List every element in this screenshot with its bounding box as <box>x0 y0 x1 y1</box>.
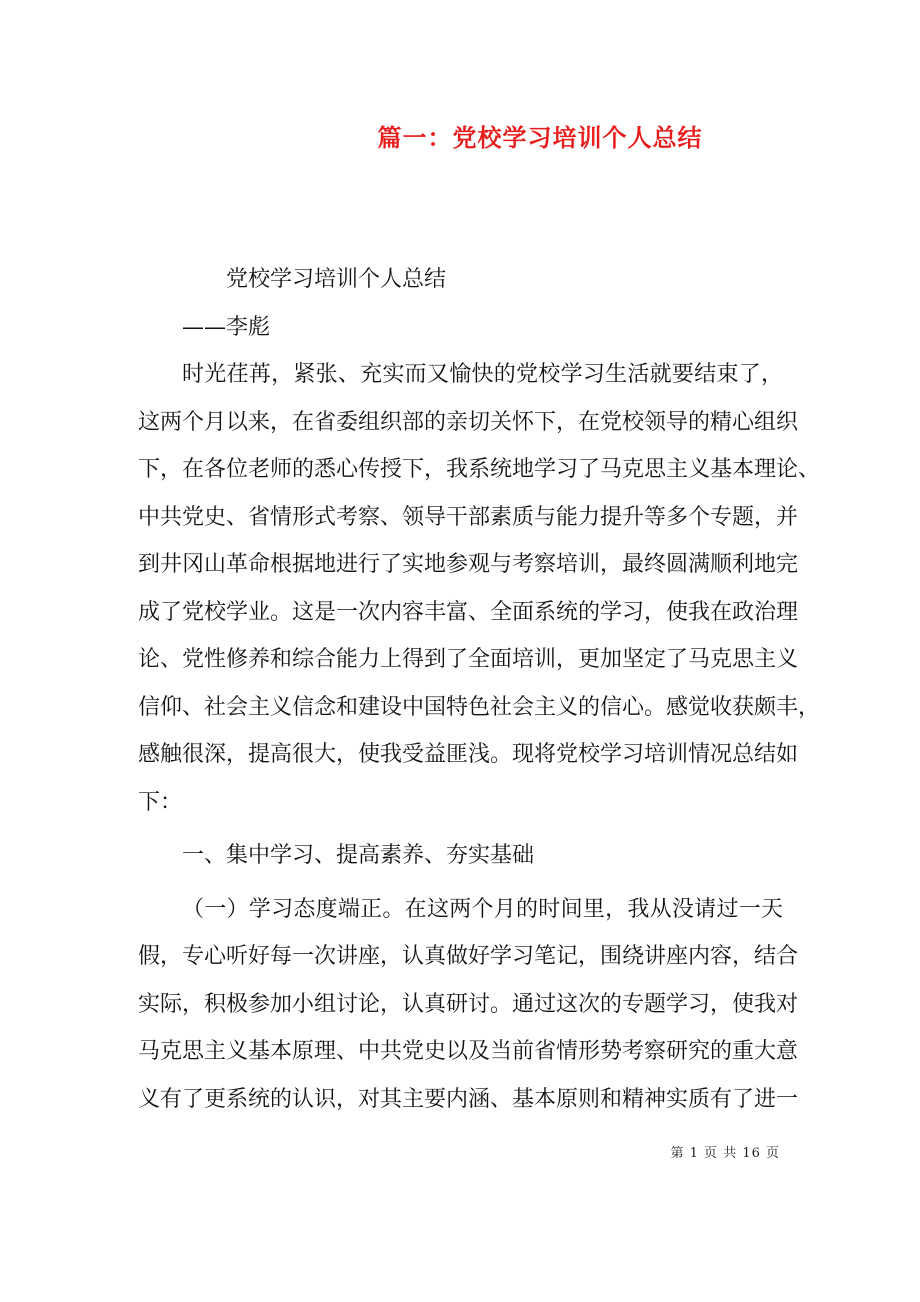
section-paragraph-line: （一）学习态度端正。在这两个月的时间里，我从没请过一天 <box>182 896 783 922</box>
section-paragraph-line: 假，专心听好每一次讲座，认真做好学习笔记，围绕讲座内容，结合 <box>138 944 799 969</box>
paragraph-line: 到井冈山革命根据地进行了实地参观与考察培训，最终圆满顺利地完 <box>138 552 799 577</box>
paragraph-line: 感触很深，提高很大，使我受益匪浅。现将党校学习培训情况总结如 <box>138 742 799 767</box>
document-author: ——李彪 <box>182 314 271 340</box>
document-heading: 篇一：党校学习培训个人总结 <box>377 123 703 152</box>
document-body <box>138 256 821 1123</box>
document-subtitle: 党校学习培训个人总结 <box>226 267 447 292</box>
paragraph-line: 信仰、社会主义信念和建设中国特色社会主义的信心。感觉收获颇丰， <box>138 694 821 720</box>
section-paragraph-line: 实际，积极参加小组讨论，认真研讨。通过这次的专题学习，使我对 <box>138 991 799 1017</box>
paragraph-line: 论、党性修养和综合能力上得到了全面培训，更加坚定了马克思主义 <box>138 647 799 672</box>
section-paragraph-line: 马克思主义基本原理、中共党史以及当前省情形势考察研究的重大意 <box>138 1039 799 1064</box>
paragraph-line: 时光荏苒，紧张、充实而又愉快的党校学习生活就要结束了， <box>182 362 783 387</box>
page-number-footer: 第 1 页 共 16 页 <box>670 1146 780 1161</box>
paragraph-line: 成了党校学业。这是一次内容丰富、全面系统的学习，使我在政治理 <box>138 599 799 625</box>
section-paragraph-line: 义有了更系统的认识，对其主要内涵、基本原则和精神实质有了进一 <box>138 1086 799 1112</box>
paragraph-line: 中共党史、省情形式考察、领导干部素质与能力提升等多个专题，并 <box>138 504 799 530</box>
section-heading: 一、集中学习、提高素养、夯实基础 <box>182 843 535 868</box>
paragraph-line: 下： <box>138 789 183 815</box>
paragraph-line: 这两个月以来，在省委组织部的亲切关怀下，在党校领导的精心组织 <box>138 409 799 435</box>
paragraph-line: 下，在各位老师的悉心传授下，我系统地学习了马克思主义基本理论、 <box>138 457 821 482</box>
